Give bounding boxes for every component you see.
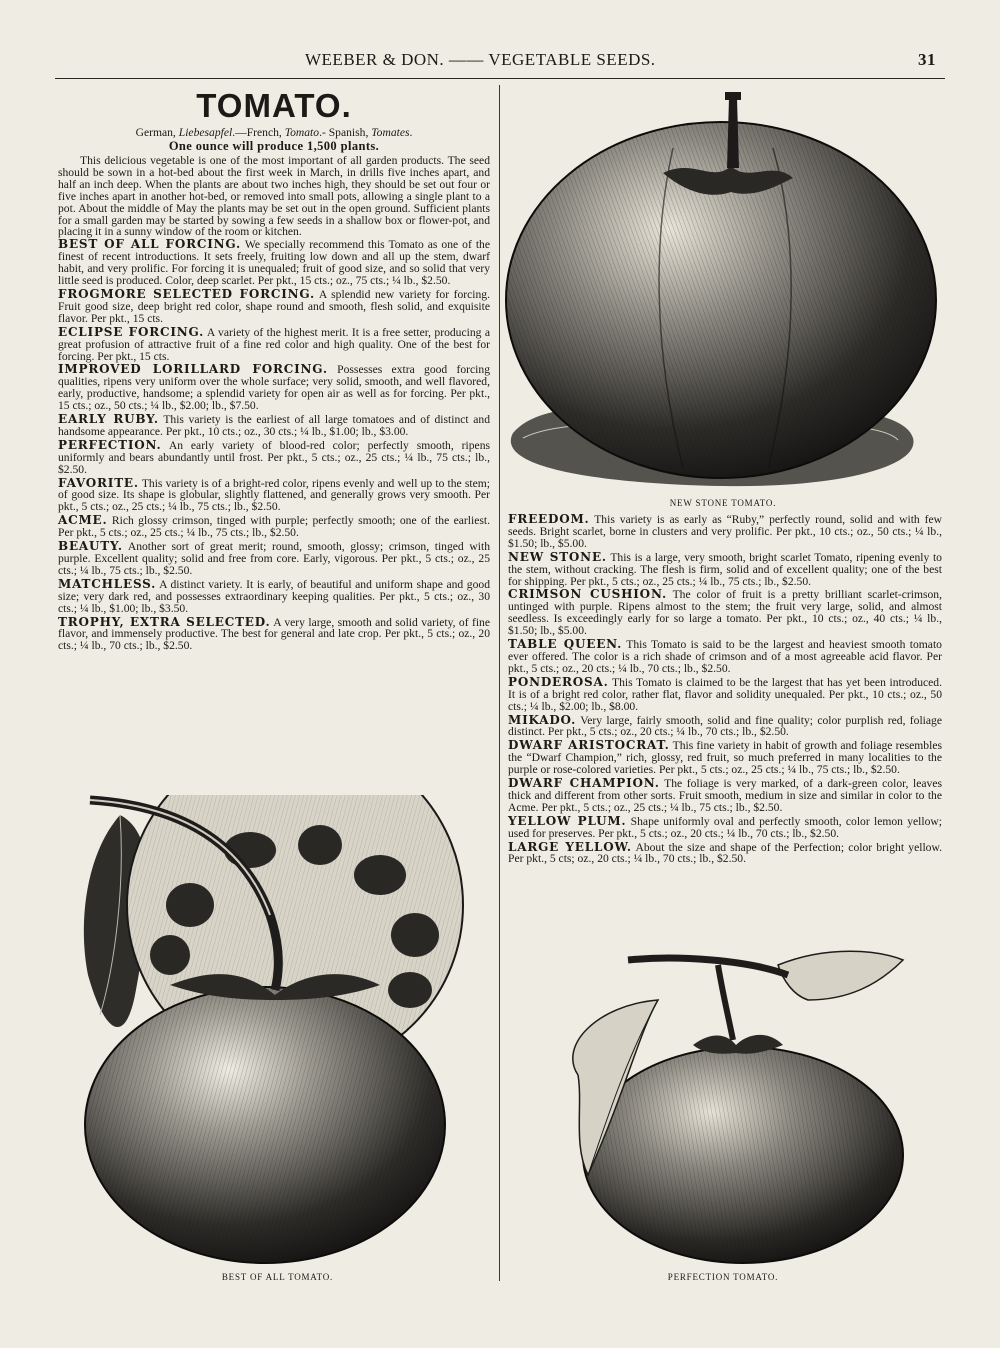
variety-description: This Tomato is said to be the largest and heaviest smooth tomato ever offered. The color is a rich shade of crimson and of a most agreeable acid flavor. Per pkt., 5 cts.; oz., 20 cts.; ¼ lb., 70 cts.; lb., $2.50. — [508, 638, 942, 675]
variety-description: This fine variety in habit of growth and foliage resembles the “Dwarf Champion,” rich, glossy, red fruit, so much preferred in many localities to the purple or rose-colored varieties. Per pkt., 5 cts.; oz., 25 cts.; ¼ lb., 75 cts.; lb., $2.50. — [508, 739, 942, 777]
variety-entry — [508, 674, 942, 713]
variety-entry — [58, 515, 490, 539]
new-stone-tomato-illustration — [503, 88, 943, 493]
variety-name: EARLY RUBY. — [58, 412, 159, 427]
perfection-tomato-illustration — [548, 945, 908, 1265]
spanish-label: .- Spanish, — [319, 126, 369, 139]
variety-name: PERFECTION. — [58, 437, 162, 452]
variety-description: Very large, fairly smooth, solid and fine quality; color purplish red, foliage distinct. Per pkt., 5 cts.; oz., 20 cts.; ¼ lb., 70 cts.; lb., $2.50. — [508, 713, 942, 739]
variety-name: BEAUTY. — [58, 539, 123, 554]
variety-entry — [508, 813, 942, 840]
caption-best-of-all: BEST OF ALL TOMATO. — [221, 1272, 334, 1282]
variety-entry — [58, 286, 490, 325]
variety-description: Rich glossy crimson, tinged with purple; perfectly smooth; one of the earliest. Per pkt., 5 cts.; oz., 25 cts.; ¼ lb., 75 cts.; lb., $2.50. — [58, 514, 490, 540]
variety-description: Another sort of great merit; round, smooth, glossy; crimson, tinged with purple. Excellent quality; solid and free from core. Early, vigorous. Per pkt., 5 cts.; oz., 25 cts.; ¼ lb., 75 cts.; lb., $2.50. — [58, 540, 490, 577]
variety-entry — [508, 778, 942, 814]
page-number: 31 — [918, 50, 936, 69]
best-of-all-tomato-illustration — [80, 795, 475, 1265]
variety-entry — [58, 437, 490, 476]
intro-paragraph: This delicious vegetable is one of the most important of all garden products. The seed should be sown in a hot-bed about the first week in March, in drills five inches apart, and half an inch deep. When the plants are about two inches high, they should be set out four or five inches apart in another hot-bed, or removed into small pots, allowing a single plant to a pot. About the middle of May the plants may be set out in the open ground. Sufficient plants for a small garden may be started by sowing a few seeds in a shallow box or flower-pot, and placing it in a sunny window of the room or kitchen. — [58, 154, 490, 239]
variety-description: A distinct variety. It is early, of beautiful and uniform shape and good size; very dark red, and possesses extraordinary keeping qualities. Per pkt., 5 cts.; oz., 30 cts.; ¼ lb., $1.00; lb., $3.50. — [58, 577, 490, 615]
column-rule — [499, 85, 500, 1281]
variety-entry — [58, 364, 490, 412]
variety-name: TABLE QUEEN. — [508, 637, 623, 652]
variety-name: DWARF ARISTOCRAT. — [508, 738, 670, 753]
variety-name: DWARF CHAMPION. — [508, 776, 660, 791]
french-name: Tomato — [284, 126, 320, 139]
variety-entry — [508, 712, 942, 739]
variety-entry — [508, 589, 942, 637]
variety-name: NEW STONE. — [508, 549, 607, 564]
variety-description: This variety is as early as “Ruby,” perfectly round, solid and with few seeds. Bright scarlet, borne in clusters and very prolific. Per pkt., 10 cts.; oz., 50 cts.; ¼ lb., $1.50; lb., $5.00. — [508, 513, 942, 550]
variety-name: FAVORITE. — [58, 475, 139, 490]
german-name: Liebesapfel — [178, 126, 233, 139]
article-heading: TOMATO. — [196, 87, 352, 124]
variety-name: ACME. — [58, 513, 108, 528]
variety-description: Shape uniformly oval and perfectly smooth, color lemon yellow; used for preserves. Per pkt., 5 cts.; oz., 20 cts.; ¼ lb., 70 cts.; lb., $2.50. — [508, 814, 942, 840]
header-rule — [55, 78, 945, 79]
variety-name: YELLOW PLUM. — [508, 813, 627, 828]
variety-entry — [58, 239, 490, 287]
ounce-line: One ounce will produce 1,500 plants. — [168, 139, 380, 153]
variety-entry — [508, 514, 942, 550]
variety-entry — [58, 576, 490, 615]
variety-name: FREEDOM. — [508, 512, 590, 526]
variety-entry — [58, 414, 490, 438]
variety-entry — [58, 541, 490, 577]
variety-entry — [508, 740, 942, 776]
variety-name: ECLIPSE FORCING. — [58, 324, 205, 339]
variety-description: We specially recommend this Tomato as one of the finest of recent introductions. It sets freely, fruiting low down and all up the stem, dwarf habit, and very prolific. For forcing it is unequaled; fruit of good size, and so solid that very little seed is produced. Color, deep scarlet. Per pkt., 15 cts.; oz., 75 cts.; ¼ lb., $2.50. — [58, 238, 490, 288]
variety-description: This is a large, very smooth, bright scarlet Tomato, ripening evenly to the stem, without cracking. The flesh is firm, solid and of excellent quality; one of the best for shipping. Per pkt., 5 cts.; oz., 25 cts.; ¼ lb., 75 cts.; lb., $2.50. — [508, 550, 942, 588]
variety-description: This variety is of a bright-red color, ripens evenly and well up to the stem; of good size. Its shape is globular, slightly flattened, and generally grows very smooth. Per pkt., 5 cts.; oz., 25 cts.; ¼ lb., 75 cts.; lb., $2.50. — [58, 476, 490, 514]
variety-description: This Tomato is claimed to be the largest that has yet been introduced. It is of a bright red color, rather flat, flavor and solidity unequaled. Per pkt., 10 cts.; oz., 50 cts.; ¼ lb., $2.00; lb., $8.00. — [508, 675, 942, 713]
variety-description: The foliage is very marked, of a dark-green color, leaves thick and different from other sorts. Fruit smooth, medium in size and similar in color to the Acme. Per pkt., 5 cts.; oz., 25 cts.; ¼ lb., 75 cts.; lb., $2.50. — [508, 777, 942, 814]
variety-description: The color of fruit is a pretty brilliant scarlet-crimson, untinged with purple. Ripens almost to the stem; the fruit very large, solid, and almost seedless. Is exceedingly early for so large a tomato. Per pkt., 10 cts.; oz., 40 cts.; ¼ lb., $1.50; lb., $5.00. — [508, 588, 942, 638]
german-label: German, — [135, 126, 176, 139]
variety-entry — [58, 614, 490, 653]
variety-entry — [508, 549, 942, 588]
names-end: . — [409, 126, 413, 139]
variety-description: A splendid new variety for forcing. Fruit good size, deep bright red color, shape round and smooth, flesh solid, and exquisite flavor. Per pkt., 15 cts. — [58, 287, 490, 325]
variety-name: MIKADO. — [508, 712, 577, 727]
variety-name: BEST OF ALL FORCING. — [58, 237, 241, 252]
variety-name: TROPHY, EXTRA SELECTED. — [58, 614, 271, 629]
variety-name: FROGMORE SELECTED FORCING. — [58, 286, 315, 301]
variety-entry — [58, 324, 490, 363]
left-column — [58, 88, 490, 654]
right-variety-list — [508, 514, 942, 865]
french-label: .—French, — [232, 126, 282, 139]
variety-description: An early variety of blood-red color; perfectly smooth, ripens uniformly and bears abundantly until frost. Per pkt., 5 cts.; oz., 25 cts.; ¼ lb., 75 cts.; lb., $2.50. — [58, 438, 490, 476]
left-variety-list — [58, 239, 490, 652]
caption-new-stone: NEW STONE TOMATO. — [669, 498, 777, 508]
variety-entry — [58, 475, 490, 514]
variety-name: CRIMSON CUSHION. — [508, 587, 667, 602]
variety-description: About the size and shape of the Perfection; color bright yellow. Per pkt., 5 cts; oz., 20 cts.; ¼ lb., 70 cts.; lb., $2.50. — [508, 840, 942, 866]
running-head — [0, 50, 1000, 72]
variety-name: PONDEROSA. — [508, 674, 609, 689]
variety-description: A very large, smooth and solid variety, of fine flavor, and immensely productive. The best for general and late crop. Per pkt., 5 cts.; oz., 20 cts.; ¼ lb., 70 cts.; lb., $2.50. — [58, 615, 490, 653]
variety-name: IMPROVED LORILLARD FORCING. — [58, 362, 328, 377]
variety-description: This variety is the earliest of all large tomatoes and of distinct and handsome appearance. Per pkt., 10 cts.; oz., 30 cts.; ¼ lb., $1.00; lb., $3.00. — [58, 413, 490, 438]
caption-perfection: PERFECTION TOMATO. — [667, 1272, 779, 1282]
variety-description: A variety of the highest merit. It is a free setter, producing a great profusion of attractive fruit of a fine red color and high quality. One of the best for forcing. Per pkt., 15 cts. — [58, 325, 490, 363]
variety-description: Possesses extra good forcing qualities, ripens very uniform over the whole surface; very solid, smooth, and well flavored, early, productive, handsome; a splendid variety for open air as well as for forcing. Per pkt., 15 cts.; oz., 50 cts.; ¼ lb., $2.00; lb., $7.50. — [58, 363, 490, 413]
spanish-name: Tomates — [371, 126, 410, 139]
variety-name: LARGE YELLOW. — [508, 839, 632, 854]
running-title: WEEBER & DON. —— VEGETABLE SEEDS. — [305, 50, 656, 69]
variety-name: MATCHLESS. — [58, 576, 157, 591]
variety-entry — [508, 839, 942, 866]
foreign-names — [58, 126, 490, 139]
right-column — [508, 514, 942, 867]
variety-entry — [508, 639, 942, 675]
